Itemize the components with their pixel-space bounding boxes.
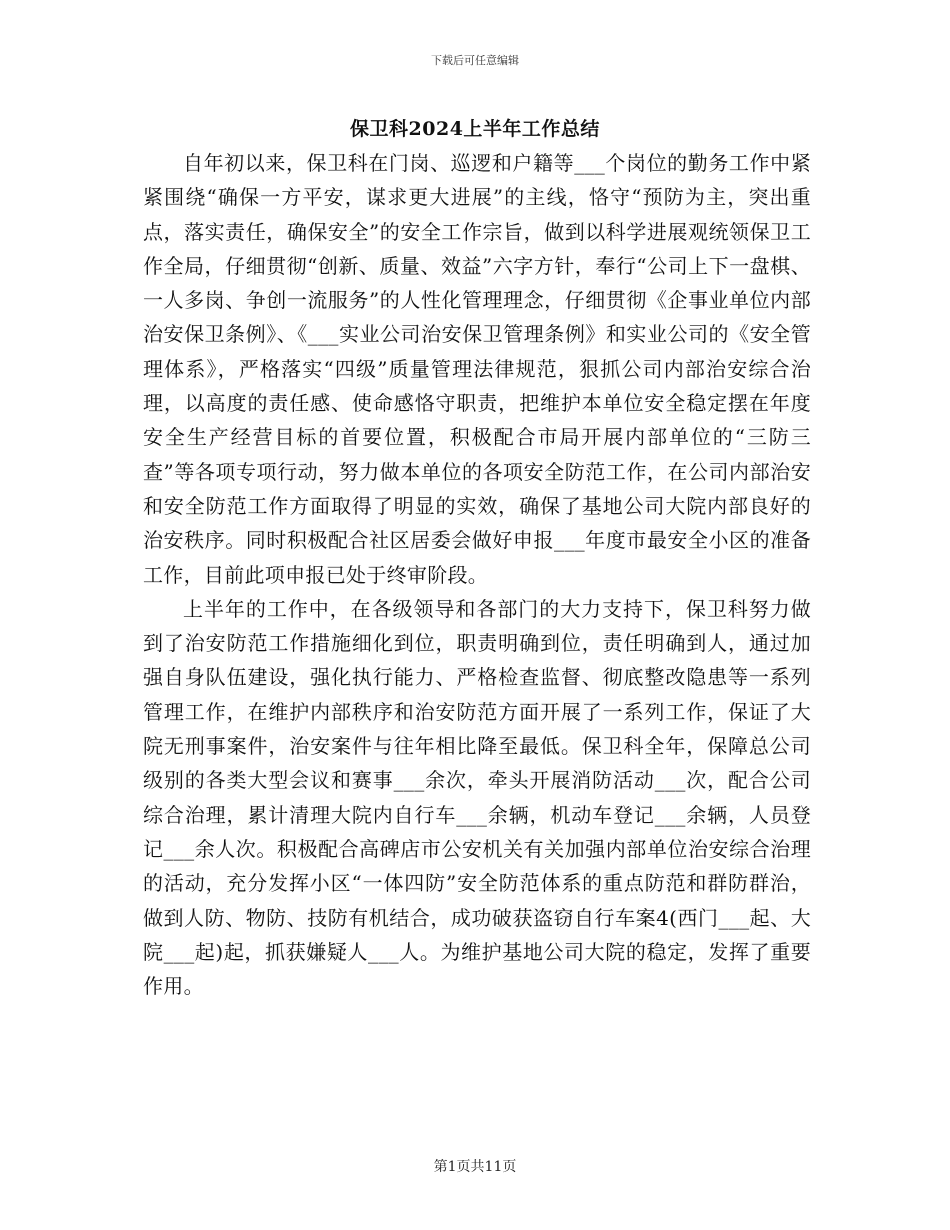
page-indicator: 第1页共11页 bbox=[433, 1159, 517, 1175]
paragraph-1: 自年初以来，保卫科在门岗、巡逻和户籍等___个岗位的勤务工作中紧紧围绕“确保一方平安，谋求更大进展”的主线，恪守“预防为主，突出重点，落实责任，确保安全”的安全工作宗旨，做到以科学进展观统领保卫工作全局，仔细贯彻“创新、质量、效益”六字方针，奉行“公司上下一盘棋、一人多岗、争创一流服务”的人性化管理理念，仔细贯彻《企事业单位内部治安保卫条例》、《___实业公司治安保卫管理条例》和实业公司的《安全管理体系》，严格落实“四级”质量管理法律规范，狠抓公司内部治安综合治理，以高度的责任感、使命感恪守职责，把维护本单位安全稳定摆在年度安全生产经营目标的首要位置，积极配合市局开展内部单位的“三防三查”等各项专项行动，努力做本单位的各项安全防范工作，在公司内部治安和安全防范工作方面取得了明显的实效，确保了基地公司大院内部良好的治安秩序。同时积极配合社区居委会做好申报___年度市最安全小区的准备工作，目前此项申报已处于终审阶段。 bbox=[143, 151, 811, 587]
document-body bbox=[143, 146, 811, 1003]
paragraph-2: 上半年的工作中，在各级领导和各部门的大力支持下，保卫科努力做到了治安防范工作措施细化到位，职责明确到位，责任明确到人，通过加强自身队伍建设，强化执行能力、严格检查监督、彻底整改隐患等一系列管理工作，在维护内部秩序和治安防范方面开展了一系列工作，保证了大院无刑事案件，治安案件与往年相比降至最低。保卫科全年，保障总公司级别的各类大型会议和赛事___余次，牵头开展消防活动___次，配合公司综合治理，累计清理大院内自行车___余辆，机动车登记___余辆，人员登记___余人次。积极配合高碑店市公安机关有关加强内部单位治安综合治理的活动，充分发挥小区“一体四防”安全防范体系的重点防范和群防群治，做到人防、物防、技防有机结合，成功破获盗窃自行车案4(西门___起、大院___起)起，抓获嫌疑人___人。为维护基地公司大院的稳定，发挥了重要作用。 bbox=[143, 596, 811, 999]
document-title: 保卫科2024上半年工作总结 bbox=[350, 118, 600, 140]
header-note: 下载后可任意编辑 bbox=[431, 54, 519, 67]
